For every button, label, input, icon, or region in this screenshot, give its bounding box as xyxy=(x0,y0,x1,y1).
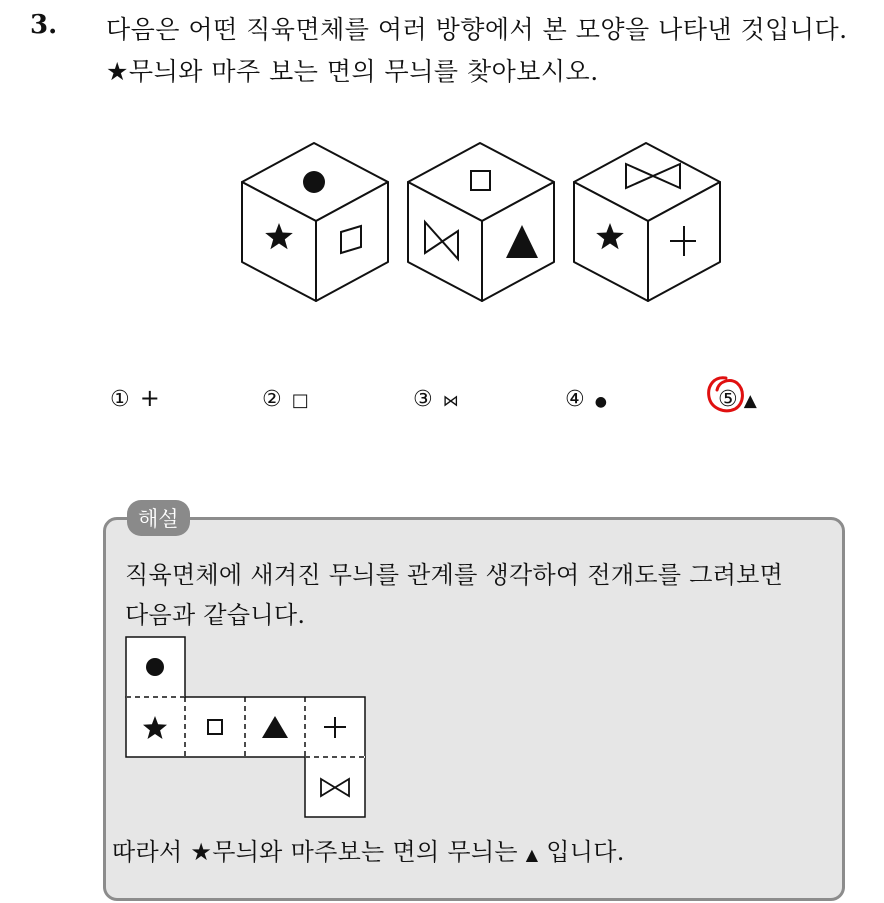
cube-views xyxy=(230,140,730,305)
answer-check-circle xyxy=(704,372,748,418)
explanation-line2: 다음과 같습니다. xyxy=(125,601,306,629)
question-number: 3. xyxy=(30,10,58,40)
question-text-line2-body: 무늬와 마주 보는 면의 무늬를 찾아보시오. xyxy=(128,57,599,86)
choice-5[interactable]: ⑤ ▲ xyxy=(718,387,757,412)
cube-view-2 xyxy=(408,143,554,301)
star-symbol: ★ xyxy=(190,838,213,866)
circle-icon xyxy=(146,658,164,676)
question-text-line2 xyxy=(106,52,599,88)
choice-1[interactable]: ① + xyxy=(110,384,160,412)
explanation-badge: 해설 xyxy=(127,500,190,536)
conclusion-line: 따라서 ★무늬와 마주보는 면의 무늬는 ▲ 입니다. xyxy=(112,838,625,866)
cube-view-1 xyxy=(242,143,388,301)
choice-3[interactable]: ③ ⋈ xyxy=(413,387,459,412)
cube-view-3 xyxy=(574,143,720,301)
cube-net xyxy=(125,636,370,821)
triangle-symbol: ▲ xyxy=(525,845,539,864)
choice-2[interactable]: ② □ xyxy=(262,387,309,412)
star-symbol: ★ xyxy=(106,57,129,86)
question-text-line1: 다음은 어떤 직육면체를 여러 방향에서 본 모양을 나타낸 것입니다. xyxy=(106,15,848,44)
choice-4[interactable]: ④ ● xyxy=(565,387,607,412)
explanation-line1: 직육면체에 새겨진 무늬를 관계를 생각하여 전개도를 그려보면 xyxy=(125,561,784,589)
circle-icon xyxy=(303,171,325,193)
